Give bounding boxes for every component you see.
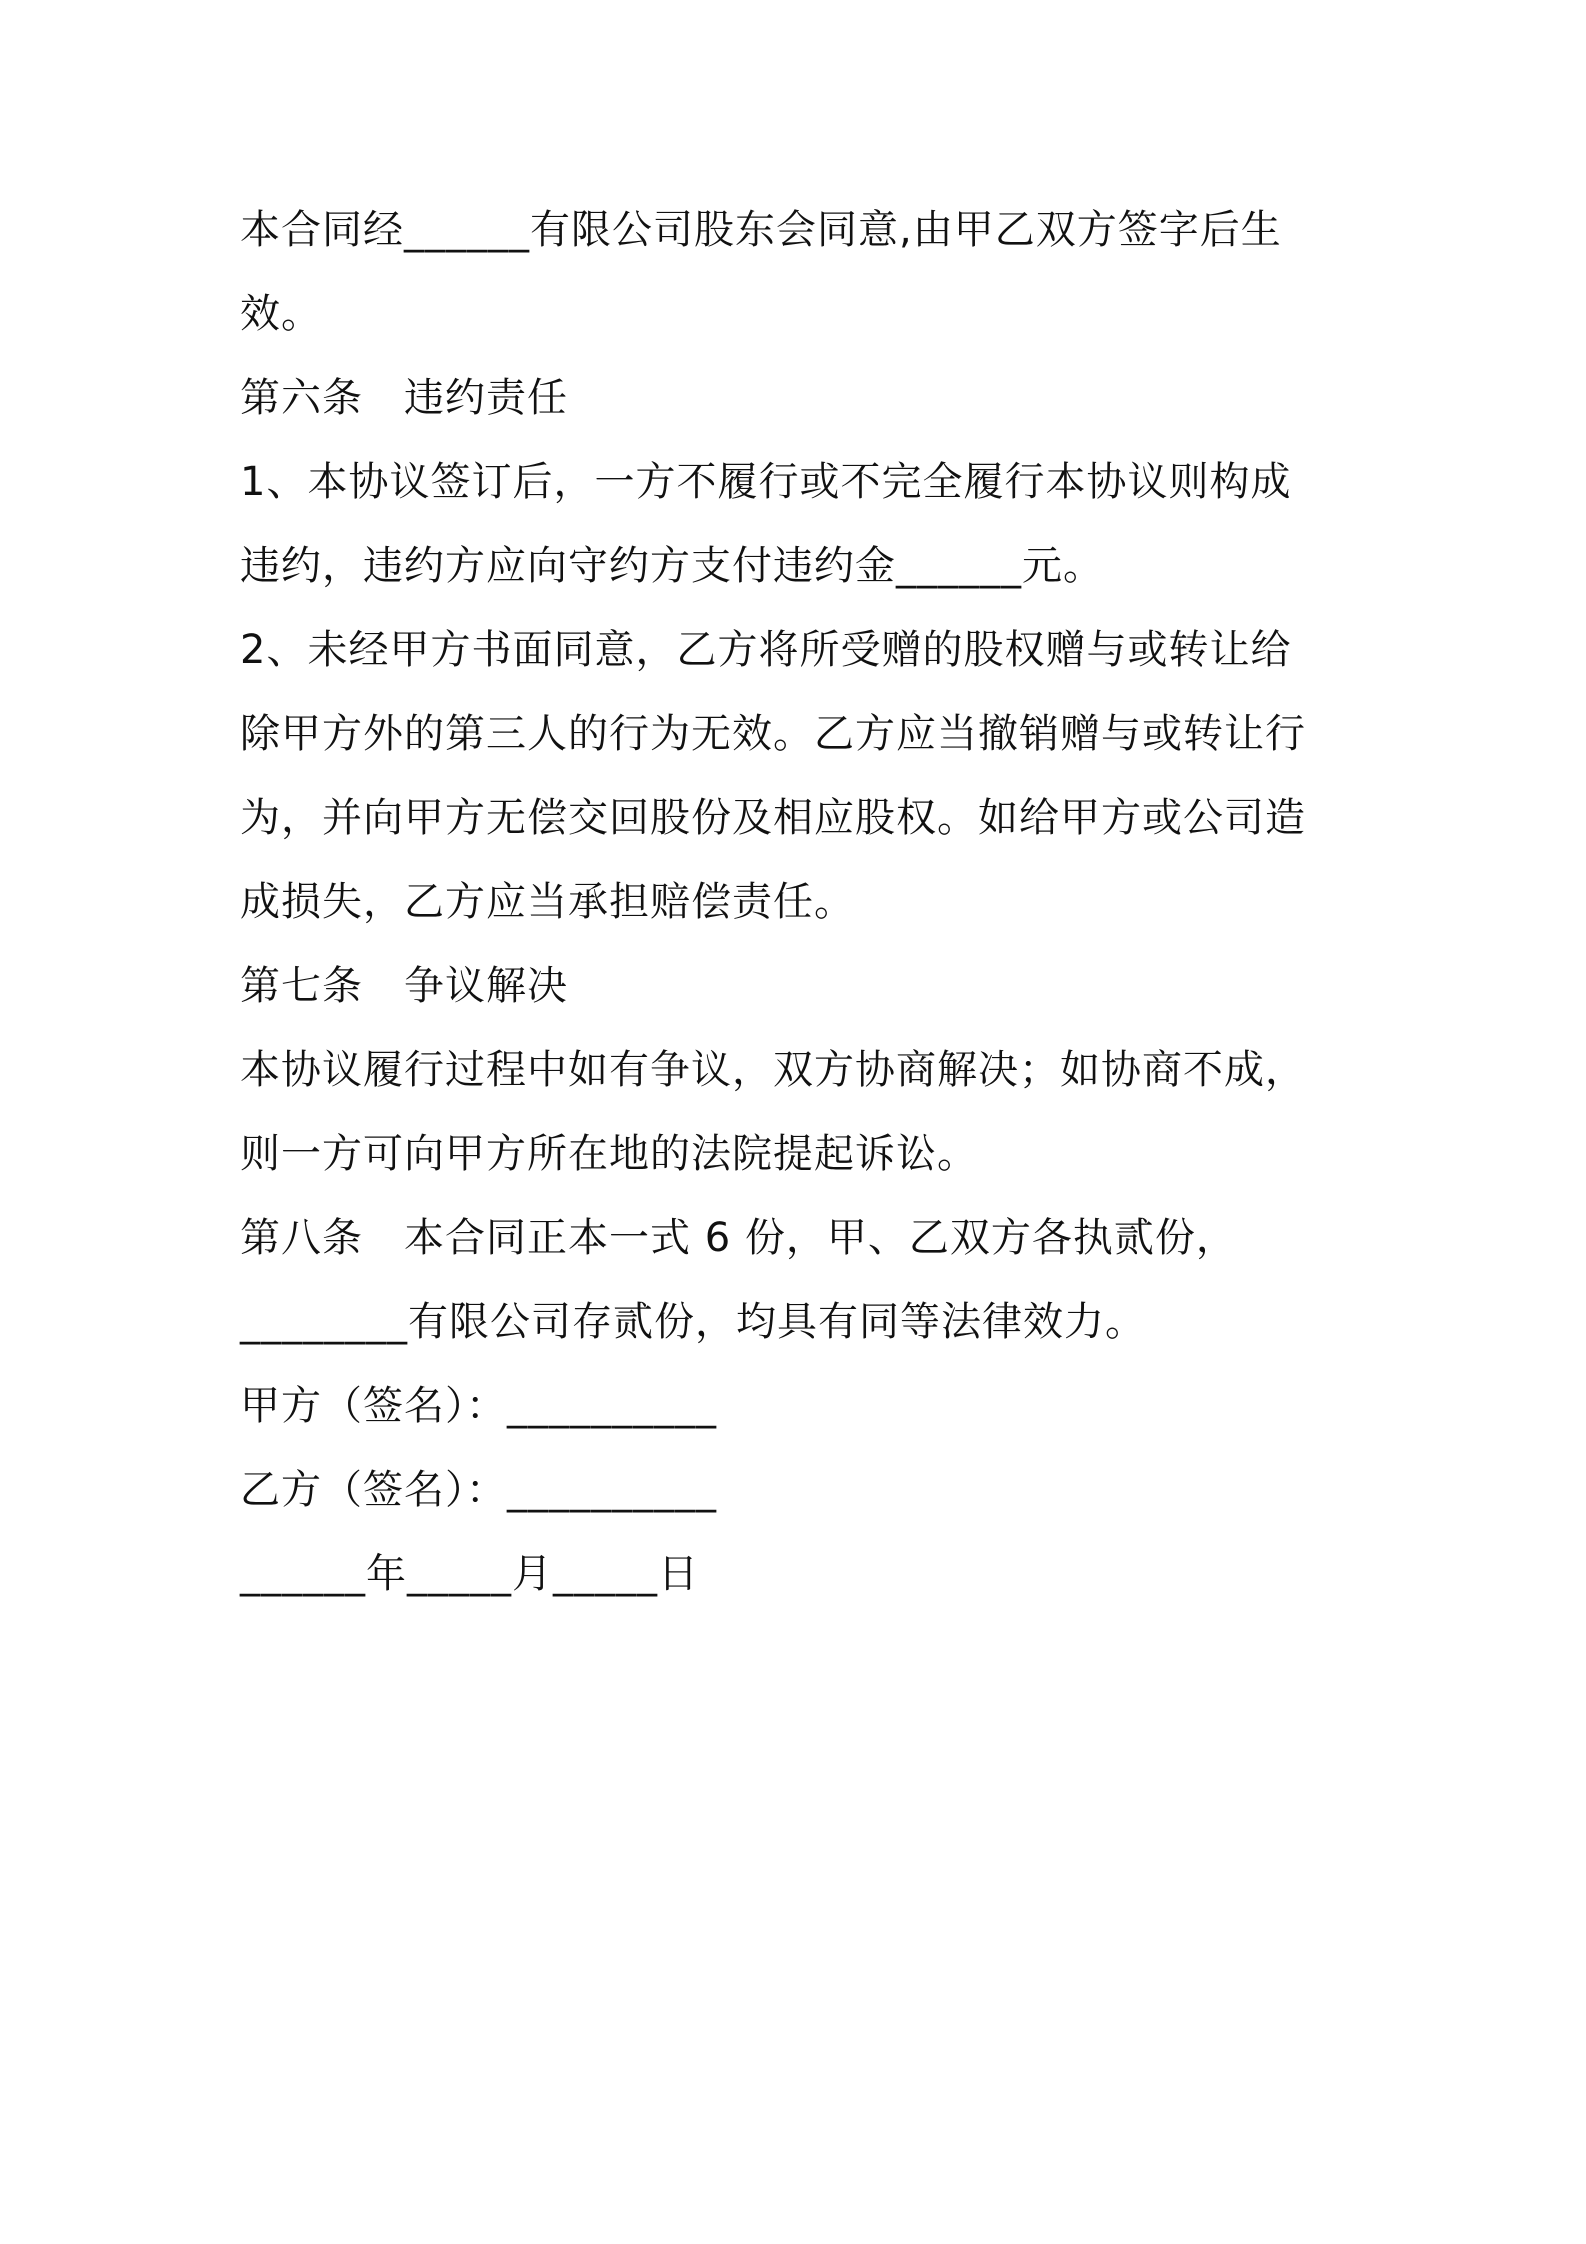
article-8-line-2: ________有限公司存贰份，均具有同等法律效力。 — [240, 1299, 1146, 1345]
article-7-body-line-1: 本协议履行过程中如有争议，双方协商解决；如协商不成， — [240, 1047, 1306, 1093]
party-b-signature-line: 乙方（签名）：__________ — [240, 1467, 717, 1513]
article-7-body-line-2: 则一方可向甲方所在地的法院提起诉讼。 — [240, 1131, 978, 1177]
article-7-heading: 第七条 争议解决 — [240, 963, 568, 1009]
article-6-item-2-line-4: 成损失，乙方应当承担赔偿责任。 — [240, 879, 855, 925]
party-a-signature-line: 甲方（签名）：__________ — [240, 1383, 717, 1429]
date-line: ______年_____月_____日 — [240, 1551, 699, 1597]
article-6-item-2-line-1: 2、未经甲方书面同意，乙方将所受赠的股权赠与或转让给 — [240, 627, 1292, 673]
clause-effective-line-2: 效。 — [240, 291, 322, 337]
article-8-line-1: 第八条 本合同正本一式 6 份，甲、乙双方各执贰份， — [240, 1215, 1237, 1261]
article-6-item-1-line-2: 违约，违约方应向守约方支付违约金______元。 — [240, 543, 1104, 589]
clause-effective-line-1: 本合同经______有限公司股东会同意,由甲乙双方签字后生 — [240, 207, 1282, 253]
article-6-item-2-line-2: 除甲方外的第三人的行为无效。乙方应当撤销赠与或转让行 — [240, 711, 1306, 757]
article-6-item-1-line-1: 1、本协议签订后，一方不履行或不完全履行本协议则构成 — [240, 459, 1292, 505]
article-6-item-2-line-3: 为，并向甲方无偿交回股份及相应股权。如给甲方或公司造 — [240, 795, 1306, 841]
article-6-heading: 第六条 违约责任 — [240, 375, 568, 421]
document-body — [240, 188, 1360, 1616]
